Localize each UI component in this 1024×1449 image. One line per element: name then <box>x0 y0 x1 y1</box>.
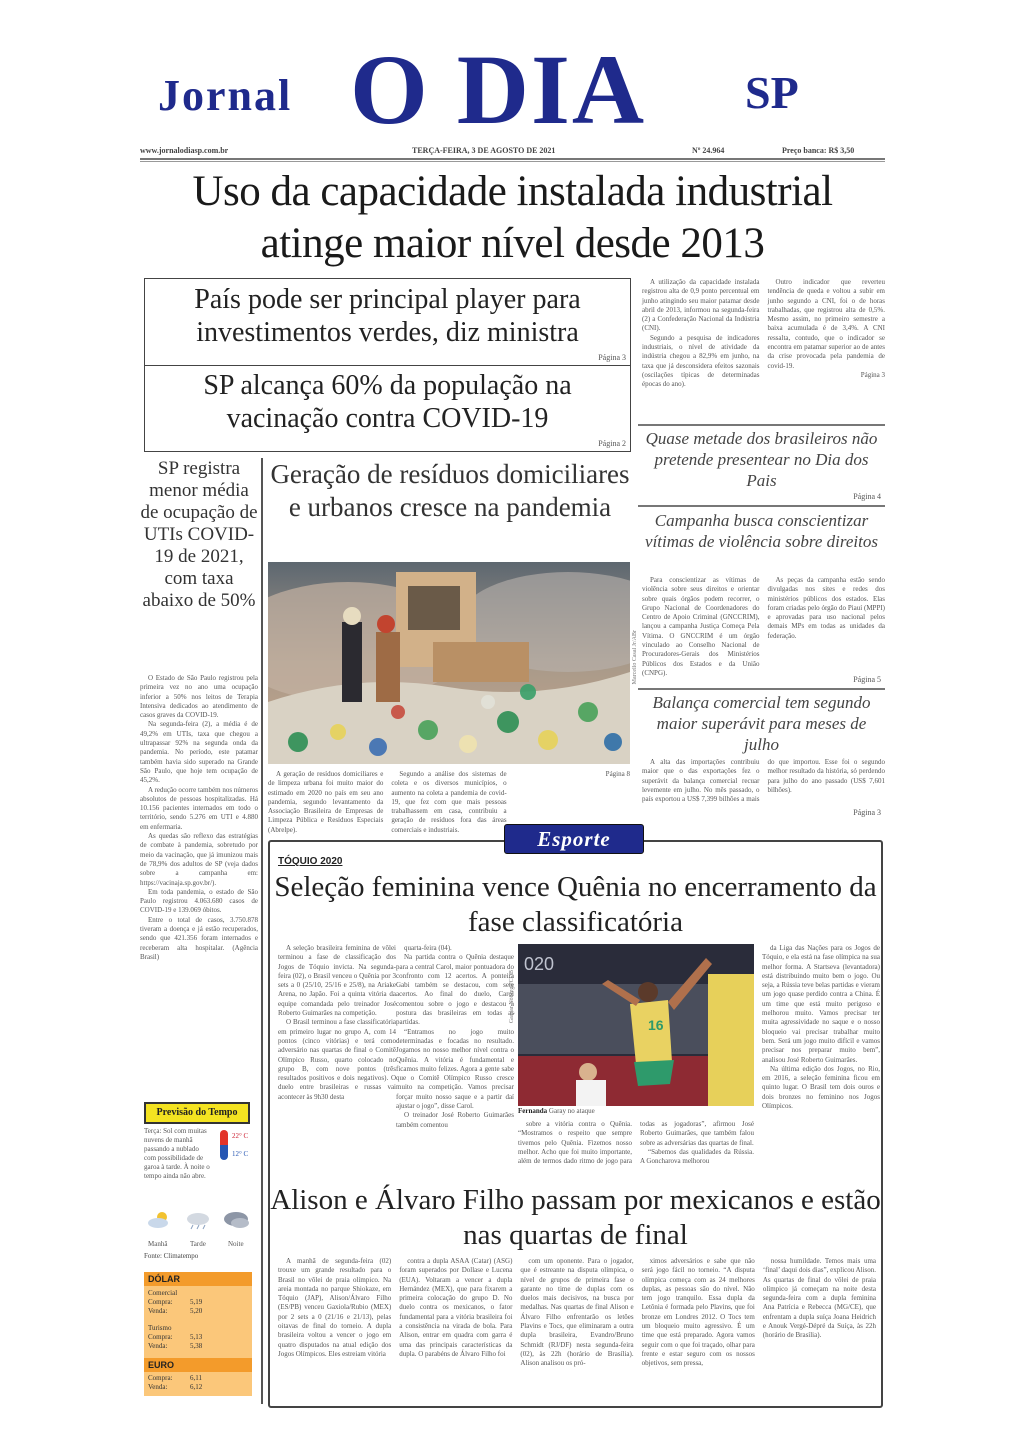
text-column <box>642 278 760 390</box>
text-column <box>642 1257 755 1393</box>
paragraph: A redução ocorre também nos números absolutos de pessoas hospitalizadas. Há 10.156 pacientes internados em todo o território, sendo 5.276 em UTI e 4.880 em enfermaria. <box>140 785 258 831</box>
photo-credit: Gaspar Nóbrega/COB <box>509 970 515 1024</box>
sports-kicker: TÓQUIO 2020 <box>278 856 343 867</box>
period-label: Tarde <box>190 1240 206 1248</box>
paragraph: Em toda pandemia, o estado de São Paulo registrou 4.063.680 casos de COVID-19 e 139.069 óbitos. <box>140 887 258 915</box>
box-divider <box>145 365 630 366</box>
paragraph: Segundo a pesquisa de indicadores industriais, o nível de atividade da indústria chegou a 82,9% em junho, na taxa que já desconsidera efeitos sazonais (oscilações típicas de determinadas épocas do ano). <box>642 333 760 389</box>
photo-credit: Marcello Casal Jr/ABr <box>632 630 638 685</box>
turismo-label: Turismo <box>148 1324 172 1332</box>
paragraph: Segundo a análise dos sistemas de coleta e os diversos municípios, o aumento na coleta a pandemia de covid-19, que fez com que mais pessoas trabalhassem em casa, contribuiu a geração de resíduos fora das áreas comerciais e industriais. <box>391 770 507 834</box>
page-ref: Página 3 <box>598 353 626 362</box>
volleyball-photo <box>518 944 754 1106</box>
paragraph: Na segunda-feira (2), a média é de 49,2% em UTIs, taxa que chegou a ultrapassar 92% na segunda onda da pandemia. No período, este patamar também havia sido superado na Grande São Paulo, que hoje tem ocupação de 45,2%. <box>140 720 258 785</box>
turismo-compra: Compra: 5,13 <box>148 1333 203 1341</box>
page-ref: Página 5 <box>853 675 881 684</box>
balanca-headline[interactable]: Balança comercial tem segundo maior superávit para meses de julho <box>652 693 871 754</box>
uti-headline[interactable]: SP registra menor média de ocupação de UTIs COVID-19 de 2021, com taxa abaixo de 50% <box>140 458 258 611</box>
dia-dos-pais-headline[interactable]: Quase metade dos brasileiros não pretende presentear no Dia dos Pais <box>645 429 878 490</box>
euro-title: EURO <box>144 1358 252 1372</box>
paragraph: A geração de resíduos domiciliares e de limpeza urbana foi muito maior do estimado em 2020 no país em seu ano pandemia, segundo levantamento da Associação Brasileira de Empresas de Limpeza Pública e Resíduos Especiais (Abrelpe). <box>268 770 384 834</box>
euro-venda: Venda: 6,12 <box>148 1383 203 1391</box>
weather-forecast-text: Terça: Sol com muitas nuvens de manhã passando a nublado com possibilidade de garoa à tarde. À noite o tempo ainda não abre. <box>144 1127 210 1180</box>
volei-column-2 <box>396 944 514 1180</box>
paragraph: A manhã de segunda-feira (02) trouxe um grande resultado para o Brasil no vôlei de praia olímpico. Na areia montada no parque Shiokaze, em Tóquio (JAP), Alison/Álvaro Filho (ES/PB) venceu Gaxiola/Rubio (MEX) por 2 sets a 0 (21/16 e 21/13), pelas oitavas de final do torneio. A dupla brasileira voltou a vencer o jogo em quatro disputados na atual edição dos Jogos Olímpicos. Eles estreiam vitória <box>278 1257 392 1358</box>
caption-text: Garay no ataque <box>548 1107 595 1115</box>
paragraph: quarta-feira (04). <box>404 944 452 952</box>
boxed-headline-ministra[interactable]: País pode ser principal player para investimentos verdes, diz ministra <box>194 284 581 348</box>
volei-praia-headline[interactable]: Alison e Álvaro Filho passam por mexicanos e estão nas quartas de final <box>270 1184 881 1251</box>
masthead-logo: O DIA <box>350 34 647 145</box>
period-label: Manhã <box>148 1240 168 1248</box>
text-column <box>642 758 885 818</box>
paragraph: A utilização da capacidade instalada registrou alta de 0,9 ponto percentual em junho atingindo seu maior patamar desde abril de 2013, informou na segunda-feira (2) a Confederação Nacional da Indústria (CNI). <box>642 278 760 333</box>
page-ref: Página 8 <box>605 770 630 778</box>
weather-source: Fonte: Climatempo <box>144 1252 199 1260</box>
main-headline[interactable]: Uso da capacidade instalada industrial atinge maior nível desde 2013 <box>192 168 833 267</box>
text-column <box>763 1257 876 1393</box>
weather-title: Previsão do Tempo <box>144 1102 250 1124</box>
text-column <box>768 576 886 684</box>
paragraph: As peças da campanha estão sendo divulgadas nos sites e redes dos ministérios públicos dos estados. Elas foram criadas pelo órgão do Piauí (MPPI) e aprovadas para uso nacional pelos demais MPs em todas as unidades da federação. <box>767 576 885 640</box>
price: Preço banca: R$ 3,50 <box>782 146 855 155</box>
masthead-region: SP <box>745 67 799 118</box>
volei-photo-columns <box>518 1120 754 1180</box>
text-column <box>399 1257 512 1393</box>
currency-box <box>144 1272 252 1396</box>
balanca-story-body <box>642 758 885 818</box>
svg-text:16: 16 <box>648 1017 664 1033</box>
drizzle-cloud-icon <box>184 1210 212 1230</box>
column-rule <box>261 458 263 1404</box>
paragraph: com um oponente. Para o jogador, que é estreante na disputa olímpica, o nível de grupos de primeira fase o garante no time de duplas com os duelos mais decisivos, na busca por medalhas. Nas quartas de final Alison e Álvaro Filho enfrentarão os letões Plavins e Tocs, que eliminaram a outra dupla brasileira, Evandro/Bruno Schmidt (RJ/DF) nesta segunda-feira (02), às 22h (horário de Brasília). Alison analisou os pró- <box>520 1257 634 1368</box>
weather-icons <box>144 1210 254 1248</box>
landfill-photo <box>268 562 630 764</box>
section-rule <box>638 505 885 507</box>
text-column <box>278 1257 391 1393</box>
paragraph: As quedas são reflexo das estratégias de combate à pandemia, sobretudo por meio da vacinação, que já imunizou mais de 78,9% dos adultos de SP (veja dados sobre a campanha em: https://vacinaja.sp.gov.br/). <box>140 832 258 887</box>
issue-number: Nº 24.964 <box>692 146 725 155</box>
photo-caption <box>518 1107 595 1115</box>
paragraph: Entre o total de casos, 3.750.878 tiveram a doença e já estão recuperados, sendo que 421.356 foram internados e receberam alta hospitalar. (Agência Brasil) <box>140 915 258 961</box>
paragraph: “Sabemos das qualidades da Rússia. A Goncharova melhorou <box>640 1147 754 1166</box>
min-temperature: 12° C <box>232 1150 249 1158</box>
paragraph: contra a dupla ASAA (Catar) (ASG) foram superados por Dollase e Lucena (EUA). Voltaram a vencer a dupla Hernández (MEX), que para fixarem a primeira colocação do grupo D. No duelo contra os mexicanos, o fator fundamental para a vitória brasileira foi a consistência na virada de bola. Para Alison, entrar em quadra com garra é uma das principais características da dupla. O parabéns de Álvaro Filho foi <box>399 1257 513 1358</box>
page-ref: Página 2 <box>598 439 626 448</box>
comercial-compra: Compra: 5,19 <box>148 1298 203 1306</box>
volei-column-1 <box>278 944 396 1180</box>
max-temperature: 22° C <box>232 1132 249 1140</box>
masthead-jornal: Jornal <box>158 71 293 120</box>
edition-date: TERÇA-FEIRA, 3 DE AGOSTO DE 2021 <box>412 146 556 155</box>
page-ref: Página 3 <box>860 370 885 379</box>
paragraph: “Entramos no jogo muito determinadas e focadas no resultado. Jogamos no nosso melhor nível contra o Quênia. A vitória é fundamental e ficamos muito felizes. Agora a gente sabe que o Comitê Olímpico Russo cresce muito na competição. Vamos precisar forçar muito nosso saque e a partir daí ajustar o jogo”, disse Carol. <box>396 1027 514 1111</box>
sports-section-tag[interactable]: Esporte <box>504 824 644 854</box>
cloudy-night-icon <box>222 1210 250 1230</box>
paragraph: Para conscientizar as vítimas de violência sobre seus direitos e orientar sobre quais órgãos podem recorrer, o Grupo Nacional de Coordenadores do Centro de Apoio Criminal (GNCCRIM), lançou a campanha Justiça Começa Pela Vítima. O GNCCRIM é um órgão vinculado ao Conselho Nacional de Procuradores-Gerais dos Ministérios Públicos dos Estados e da União (CNPG). <box>642 576 760 677</box>
paragraph: O Brasil terminou a fase classificatória em primeiro lugar no grupo A, com 14 pontos (cinco vitórias) e terá como adversário nas quartas de final o Comitê Olímpico Russo, quarto colocado no grupo B, com nove pontos (três resultados positivos e dois negativos). O duelo entre brasileiras e russas vai acontecer às 9h30 desta <box>278 1018 396 1101</box>
section-rule <box>638 424 885 426</box>
text-column <box>391 770 506 835</box>
text-column <box>642 576 760 684</box>
paragraph: Na partida contra o Quênia destaque para a central Carol, maior pontuadora do confronto com 12 acertos. A ponteira Gabi também se destacou, com sete acertos. Ao final do duelo, Carol comentou sobre o jogo e destacou a postura das brasileiras em todas as partidas. <box>396 953 514 1027</box>
text-column <box>768 278 886 390</box>
euro-compra: Compra: 6,11 <box>148 1374 202 1382</box>
thermometer-icon <box>220 1130 228 1160</box>
dolar-title: DÓLAR <box>144 1272 252 1286</box>
page-ref: Página 3 <box>853 808 881 817</box>
uti-story-body <box>140 674 258 962</box>
section-rule <box>638 688 885 690</box>
boxed-headlines <box>144 278 631 452</box>
boxed-headline-vacinacao[interactable]: SP alcança 60% da população na vacinação contra COVID-19 <box>203 370 572 434</box>
volei-praia-story-body <box>278 1257 876 1393</box>
paragraph: da Liga das Nações para os Jogos de Tóquio, e ela está na fase olímpica na sua melhor forma. A Startseva (levantadora) está distribuindo muito bem o jogo. Ou seja, a Rússia teve belas partidas e vieram um jogo quase perdido contra a China. É um time que está muito perigoso e melhorou muito. Vamos precisar ter muita agressividade no saque e o nosso bloqueio vai precisar trabalhar muito bem. Será um jogo muito difícil e vamos precisar nos preparar muito bem”, analisou José Roberto Guimarães. <box>762 944 880 1064</box>
paragraph: nossa humildade. Temos mais uma ‘final’ daqui dois dias”, explicou Alison. As quartas de final do vôlei de praia olímpico já começam na noite desta segunda-feira com a dupla feminina Ana Patrícia e Rebecca (MG/CE), que enfrentam a dupla suíça Joana Heidrich e Anouk Vergé-Dépré da Suíça, às 22h (horário de Brasília). <box>762 1257 876 1340</box>
text-column <box>268 770 383 835</box>
newspaper-front-page <box>140 30 885 1410</box>
residuos-headline[interactable]: Geração de resíduos domiciliares e urbanos cresce na pandemia <box>270 459 630 522</box>
paragraph: Outro indicador que reverteu tendência de queda e voltou a subir em junho segundo a CNI, foi o de horas trabalhadas, que registrou alta de 0,5%. Mesmo assim, no primeiro semestre a baixa acumulada é de 3,4%. A CNI ressalta, contudo, que o indicador se encontra em patamar superior ao de antes da crise provocada pela pandemia de covid-19. <box>767 278 885 370</box>
svg-text:020: 020 <box>524 954 555 974</box>
paragraph: sobre a vitória contra o Quênia. “Mostramos o respeito que sempre tivemos pelo Quênia. Fizemos nosso melhor. Acho que foi muito importante, além de termos dado ritmo de jogo para todas as jogadoras”, afirmou José Roberto Guimarães, que também falou sobre as adversárias das quartas de final. <box>518 1120 754 1166</box>
violencia-headline[interactable]: Campanha busca conscientizar vítimas de violência sobre direitos <box>645 511 878 551</box>
caption-name: Fernanda <box>518 1107 548 1115</box>
text-column <box>520 1257 633 1393</box>
volei-headline[interactable]: Seleção feminina vence Quênia no encerramento da fase classificatória <box>274 871 877 938</box>
violencia-story-body <box>642 576 885 684</box>
paragraph: A alta das importações contribuiu maior que o das exportações fez o superávit da balança comercial recuar levemente em julho. No mês passado, o país exportou a US$ 7,399 bilhões a mais do que importou. Esse foi o segundo melhor resultado da história, só perdendo para julho do ano passado (US$ 7,601 bilhões). <box>642 758 885 804</box>
masthead-divider <box>140 158 885 162</box>
volei-column-right <box>762 944 880 1180</box>
paragraph: ximos adversários e sabe que não será jogo fácil no torneio. “A disputa olímpica começa com as 24 melhores duplas, as pessoas são do nível. Não tem jogo tranquilo. Essa dupla da Letônia é formada pelo Plavins, que foi bronze em Londres 2012. O Tocs tem um bloqueio muito agressivo. É um time que está preparado. Agora vamos seguir com o que foi traçado, olhar para frente e estar seguro com os nossos objetivos, sem pressa, <box>641 1257 755 1368</box>
paragraph: O Estado de São Paulo registrou pela primeira vez no ano uma ocupação inferior a 50% nos leitos de Terapia Intensiva dedicados ao atendimento de casos graves da COVID-19. <box>140 674 258 720</box>
partly-sunny-icon <box>146 1210 174 1230</box>
main-story-body <box>642 278 885 390</box>
turismo-venda: Venda: 5,38 <box>148 1342 203 1350</box>
comercial-label: Comercial <box>148 1289 178 1297</box>
period-label: Noite <box>228 1240 244 1248</box>
comercial-venda: Venda: 5,20 <box>148 1307 203 1315</box>
page-ref: Página 4 <box>853 492 881 501</box>
paragraph: A seleção brasileira feminina de vôlei terminou a fase de classificação dos Jogos de Tóquio invicta. Na segunda-feira (02), o Brasil venceu o Quênia por 3 sets a 0 (25/10, 25/16 e 25/8), na Ariake Arena, no Japão. Foi a quinta vitória da equipe comandada pelo treinador José Roberto Guimarães na competição. <box>278 944 396 1018</box>
paragraph: Na última edição dos Jogos, no Rio, em 2016, a seleção feminina ficou em quinto lugar. O Brasil tem dois ouros e dois bronzes no feminino nos Jogos Olímpicos. <box>762 1064 880 1111</box>
website-link[interactable]: www.jornalodiasp.com.br <box>140 146 229 155</box>
paragraph: O treinador José Roberto Guimarães também comentou <box>396 1111 514 1129</box>
